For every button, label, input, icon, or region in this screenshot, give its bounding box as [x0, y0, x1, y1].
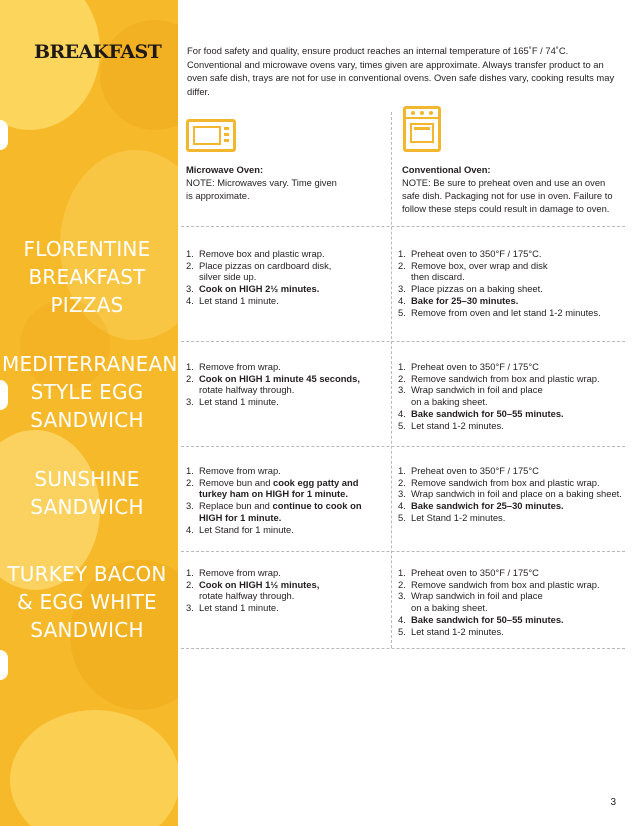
step-text: Wrap sandwich in foil and place	[411, 590, 543, 602]
item-title-line: TURKEY BACON	[7, 562, 167, 586]
step-number: 1.	[186, 567, 194, 578]
step-number: 1.	[398, 361, 406, 372]
section-title: BREAKFAST	[34, 41, 162, 63]
conventional-note: safe dish. Packaging not for use in oven. Failure to	[402, 190, 613, 201]
step-text: HIGH for 1 minute.	[199, 511, 282, 523]
step-text: Remove from oven and let stand 1-2 minutes.	[411, 306, 601, 318]
step-number: 2.	[398, 578, 406, 590]
step-number: 1.	[186, 248, 194, 259]
conventional-steps	[398, 248, 626, 318]
conventional-steps	[398, 465, 626, 524]
row-divider	[181, 341, 625, 342]
step-text: Remove box and plastic wrap.	[199, 248, 325, 259]
step-item	[398, 361, 626, 373]
step-text: Place pizzas on cardboard disk,	[199, 259, 332, 271]
step-text: Place pizzas on a baking sheet.	[411, 283, 543, 295]
step-item	[186, 248, 382, 260]
step-number: 3.	[398, 384, 406, 396]
item-title-turkey-bacon	[2, 560, 172, 644]
step-text: Let stand 1-2 minutes.	[411, 625, 504, 637]
item-title-mediterranean	[2, 350, 178, 434]
microwave-steps	[186, 361, 382, 408]
item-title-line: SANDWICH	[30, 495, 144, 519]
step-item	[398, 295, 626, 307]
item-title-line: & EGG WHITE	[17, 590, 157, 614]
step-number: 1.	[398, 567, 406, 578]
step-text: Preheat oven to 350°F / 175°C.	[411, 248, 542, 259]
step-number: 4.	[186, 523, 194, 535]
step-text: on a baking sheet.	[411, 396, 488, 408]
yellow-sidebar	[0, 0, 178, 826]
step-text: Preheat oven to 350°F / 175°C	[411, 465, 539, 476]
intro-text: For food safety and quality, ensure product reaches an internal temperature of 165˚F / 74˚C. Conventional and microwave ovens vary, times given are approximate. Always transfer product to an oven safe dish, trays are not for use in conventional ovens. Oven safe dishes vary, cooking results may differ.	[187, 45, 615, 97]
microwave-steps	[186, 248, 382, 307]
step-item	[398, 512, 626, 524]
step-text: Preheat oven to 350°F / 175°C	[411, 361, 539, 372]
step-item	[186, 500, 382, 523]
step-number: 5.	[398, 625, 406, 637]
page-number: 3	[610, 797, 616, 808]
step-item	[186, 602, 382, 614]
microwave-steps	[186, 465, 382, 535]
step-item	[398, 579, 626, 591]
step-text: then discard.	[411, 271, 465, 283]
row-divider	[181, 446, 625, 447]
step-text: Remove sandwich from box and plastic wrap.	[411, 476, 600, 488]
item-title-line: SANDWICH	[30, 408, 144, 432]
microwave-heading-title: Microwave Oven:	[186, 164, 264, 175]
step-number: 4.	[398, 613, 406, 625]
step-item	[186, 579, 382, 602]
microwave-steps	[186, 567, 382, 614]
step-item	[398, 488, 626, 500]
row-divider	[181, 226, 625, 227]
item-title-line: BREAKFAST	[28, 265, 146, 289]
step-text: Wrap sandwich in foil and place	[411, 384, 543, 396]
item-title-florentine	[2, 235, 172, 319]
step-text: Bake for 25–30 minutes.	[411, 294, 519, 306]
microwave-note: is approximate.	[186, 190, 250, 201]
step-text: Bake sandwich for 50–55 minutes.	[411, 613, 564, 625]
step-item	[186, 295, 382, 307]
step-number: 3.	[186, 283, 194, 295]
step-text: Let Stand for 1 minute.	[199, 523, 294, 535]
step-item	[398, 260, 626, 283]
step-item	[186, 524, 382, 536]
step-number: 2.	[186, 476, 194, 488]
watercolor-blot	[0, 0, 100, 130]
item-title-line: SUNSHINE	[34, 467, 140, 491]
item-title-line: STYLE EGG	[30, 380, 144, 404]
item-title-line: SANDWICH	[30, 618, 144, 642]
step-number: 5.	[398, 511, 406, 523]
step-item	[398, 477, 626, 489]
step-text: Remove sandwich from box and plastic wrap.	[411, 372, 600, 384]
item-title-line: MEDITERRANEAN	[2, 352, 178, 376]
step-number: 3.	[398, 283, 406, 295]
step-item	[186, 260, 382, 283]
conventional-steps	[398, 361, 626, 431]
item-title-sunshine	[2, 465, 172, 521]
step-text: on a baking sheet.	[411, 602, 488, 614]
step-number: 2.	[186, 578, 194, 590]
step-number: 3.	[398, 590, 406, 602]
column-divider	[391, 112, 392, 648]
step-text: Remove bun and cook egg patty and	[199, 476, 359, 488]
microwave-note: NOTE: Microwaves vary. Time given	[186, 177, 337, 188]
step-text: Bake sandwich for 50–55 minutes.	[411, 407, 564, 419]
microwave-icon	[186, 119, 236, 152]
step-number: 5.	[398, 306, 406, 318]
row-divider	[181, 648, 625, 649]
step-text: Remove from wrap.	[199, 465, 281, 476]
step-text: turkey ham on HIGH for 1 minute.	[199, 488, 348, 500]
sidebar-edge	[0, 650, 8, 680]
step-number: 3.	[186, 602, 194, 614]
step-number: 1.	[186, 361, 194, 372]
step-text: Let stand 1 minute.	[199, 396, 279, 408]
step-text: Remove sandwich from box and plastic wrap.	[411, 578, 600, 590]
step-item	[398, 384, 626, 407]
step-item	[398, 248, 626, 260]
step-number: 2.	[186, 372, 194, 384]
step-text: Remove box, over wrap and disk	[411, 259, 548, 271]
step-number: 1.	[398, 465, 406, 476]
conventional-note: NOTE: Be sure to preheat oven and use an oven	[402, 177, 606, 188]
step-item	[186, 567, 382, 579]
step-number: 1.	[186, 465, 194, 476]
item-title-line: FLORENTINE	[23, 237, 151, 261]
step-text: Preheat oven to 350°F / 175°C	[411, 567, 539, 578]
conventional-heading	[402, 163, 622, 215]
step-number: 4.	[398, 500, 406, 512]
step-number: 2.	[186, 259, 194, 271]
step-number: 1.	[398, 248, 406, 259]
step-number: 2.	[398, 259, 406, 271]
step-item	[398, 373, 626, 385]
step-text: rotate halfway through.	[199, 384, 295, 396]
step-item	[398, 567, 626, 579]
step-item	[186, 477, 382, 500]
watercolor-blot	[100, 20, 178, 130]
step-item	[186, 373, 382, 396]
step-item	[398, 614, 626, 626]
step-number: 4.	[398, 294, 406, 306]
step-text: Wrap sandwich in foil and place on a baking sheet.	[411, 488, 622, 500]
step-number: 4.	[186, 294, 194, 306]
row-divider	[181, 551, 625, 552]
step-text: Let stand 1-2 minutes.	[411, 419, 504, 431]
conventional-heading-title: Conventional Oven:	[402, 164, 491, 175]
step-number: 3.	[398, 488, 406, 500]
step-text: Cook on HIGH 2½ minutes.	[199, 283, 320, 295]
step-item	[398, 500, 626, 512]
step-text: Let stand 1 minute.	[199, 602, 279, 614]
step-item	[398, 408, 626, 420]
step-item	[186, 465, 382, 477]
step-text: silver side up.	[199, 271, 257, 283]
step-text: Cook on HIGH 1½ minutes,	[199, 578, 320, 590]
item-title-line: PIZZAS	[50, 293, 124, 317]
microwave-heading	[186, 163, 376, 202]
step-item	[398, 465, 626, 477]
step-item	[398, 283, 626, 295]
step-text: rotate halfway through.	[199, 590, 295, 602]
sidebar-edge	[0, 120, 8, 150]
step-number: 3.	[186, 396, 194, 408]
step-item	[398, 590, 626, 613]
step-number: 3.	[186, 500, 194, 512]
step-item	[186, 361, 382, 373]
step-number: 2.	[398, 372, 406, 384]
step-text: Bake sandwich for 25–30 minutes.	[411, 500, 564, 512]
step-text: Let stand 1 minute.	[199, 294, 279, 306]
step-text: Remove from wrap.	[199, 361, 281, 372]
step-item	[398, 626, 626, 638]
step-text: Replace bun and continue to cook on	[199, 500, 362, 512]
step-text: Let Stand 1-2 minutes.	[411, 511, 506, 523]
conventional-steps	[398, 567, 626, 637]
step-number: 5.	[398, 419, 406, 431]
step-item	[398, 307, 626, 319]
watercolor-blot	[10, 710, 178, 826]
step-item	[398, 420, 626, 432]
step-number: 2.	[398, 476, 406, 488]
step-text: Cook on HIGH 1 minute 45 seconds,	[199, 372, 360, 384]
step-item	[186, 396, 382, 408]
step-number: 4.	[398, 407, 406, 419]
step-item	[186, 283, 382, 295]
conventional-note: follow these steps could result in damage to oven.	[402, 203, 610, 214]
oven-icon	[403, 106, 441, 152]
step-text: Remove from wrap.	[199, 567, 281, 578]
